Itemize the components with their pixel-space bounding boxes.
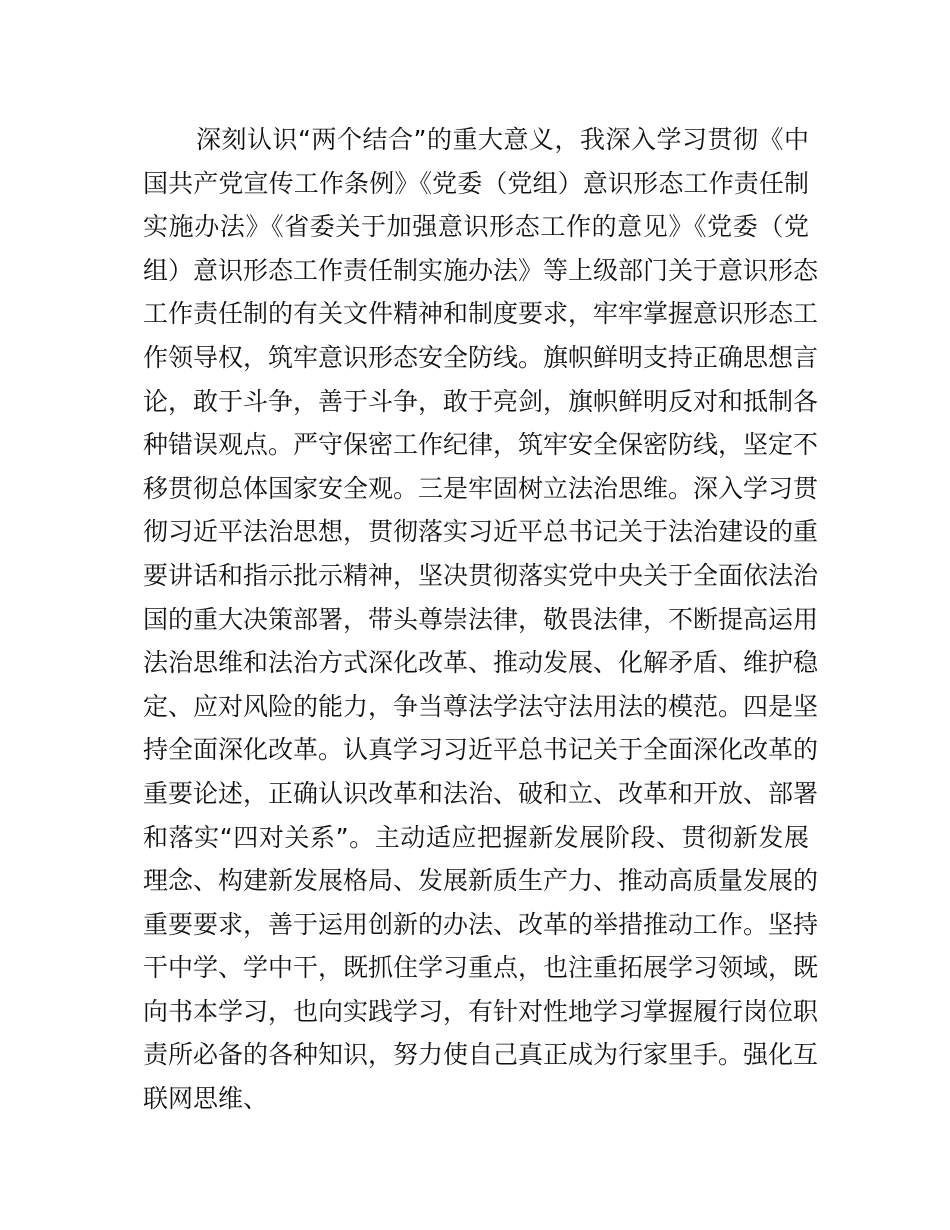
- text-line: 实施办法》《省委关于加强意识形态工作的意见》《党委（党: [143, 212, 809, 242]
- document-page: [143, 118, 819, 1121]
- text-line: 重要要求，善于运用创新的办法、改革的举措推动工作。坚持: [143, 909, 819, 939]
- text-line: 种错误观点。严守保密工作纪律，筑牢安全保密防线，坚定不: [143, 430, 819, 460]
- body-paragraph: [143, 118, 819, 1121]
- text-line: 工作责任制的有关文件精神和制度要求，牢牢掌握意识形态工: [143, 299, 819, 329]
- text-line: 重要论述，正确认识改革和法治、破和立、改革和开放、部署: [143, 778, 819, 808]
- text-line: 要讲话和指示批示精神，坚决贯彻落实党中央关于全面依法治: [143, 560, 819, 590]
- text-line: 作领导权，筑牢意识形态安全防线。旗帜鲜明支持正确思想言: [143, 342, 819, 372]
- text-line: 深刻认识“两个结合”的重大意义，我深入学习贯彻《中: [196, 125, 809, 154]
- text-line: 责所必备的各种知识，努力使自己真正成为行家里手。强化互: [143, 1040, 819, 1070]
- text-line: 定、应对风险的能力，争当尊法学法守法用法的模范。四是坚: [143, 691, 819, 721]
- text-line: 持全面深化改革。认真学习习近平总书记关于全面深化改革的: [143, 735, 819, 765]
- text-line: 理念、构建新发展格局、发展新质生产力、推动高质量发展的: [143, 866, 819, 896]
- text-line: 法治思维和法治方式深化改革、推动发展、化解矛盾、维护稳: [143, 648, 819, 678]
- text-line: 和落实“四对关系”。主动适应把握新发展阶段、贯彻新发展: [143, 822, 809, 852]
- text-line: 移贯彻总体国家安全观。三是牢固树立法治思维。深入学习贯: [143, 473, 819, 503]
- text-line: 国的重大决策部署，带头尊崇法律，敬畏法律，不断提高运用: [143, 604, 819, 634]
- text-line: 论，敢于斗争，善于斗争，敢于亮剑，旗帜鲜明反对和抵制各: [143, 386, 819, 416]
- text-line: 国共产党宣传工作条例》《党委（党组）意识形态工作责任制: [143, 168, 809, 198]
- text-line: 联网思维、: [143, 1084, 269, 1114]
- text-line: 彻习近平法治思想，贯彻落实习近平总书记关于法治建设的重: [143, 517, 819, 547]
- text-line: 干中学、学中干，既抓住学习重点，也注重拓展学习领域，既: [143, 953, 819, 983]
- text-line: 组）意识形态工作责任制实施办法》等上级部门关于意识形态: [143, 255, 819, 285]
- text-line: 向书本学习，也向实践学习，有针对性地学习掌握履行岗位职: [143, 996, 819, 1026]
